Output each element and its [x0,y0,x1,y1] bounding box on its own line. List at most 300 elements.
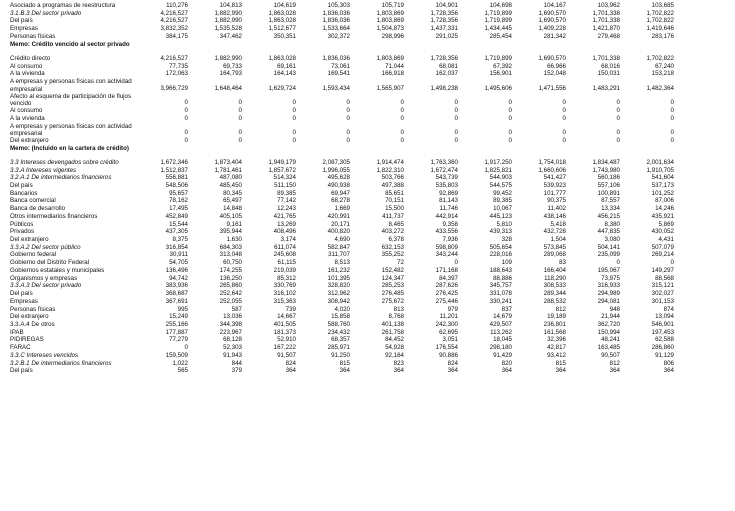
table-cell: 1,781,461 [214,166,242,174]
table-cell: 176,554 [435,344,458,352]
table-cell: 1,857,672 [268,166,296,174]
table-cell: 228,016 [489,251,512,259]
table-row [0,205,735,213]
table-cell: 401,505 [273,320,296,328]
table-cell: 285,971 [327,344,350,352]
table-cell: 15,544 [169,220,188,228]
table-cell: 101,252 [651,189,674,197]
table-cell: 433,556 [435,228,458,236]
table-cell: 5,869 [658,220,674,228]
table-cell: 487,080 [219,174,242,182]
table-cell: 837 [501,305,512,313]
table-cell: 92,869 [439,189,458,197]
table-cell: 11,201 [439,313,458,321]
table-cell: 1,629,724 [268,84,296,92]
table-cell: 124,347 [381,274,404,282]
table-row [0,275,735,283]
table-cell: 234,432 [327,328,350,336]
table-cell: 21,944 [601,313,620,321]
row-label: Privados [10,228,35,236]
table-cell: 1,630 [226,236,242,244]
table-cell: 91,943 [223,351,242,359]
table-cell: 560,186 [597,174,620,182]
table-row [0,182,735,190]
table-cell: 89,385 [277,189,296,197]
table-cell: 874 [663,305,674,313]
table-cell: 101,777 [543,189,566,197]
table-cell: 3,051 [442,336,458,344]
table-cell: 235,099 [597,251,620,259]
table-cell: 150,994 [597,328,620,336]
table-cell: 1,743,980 [592,166,620,174]
table-cell: 1,836,036 [322,54,350,62]
row-label: Gobierno del Distrito Federal [10,259,90,267]
table-cell: 331,078 [489,290,512,298]
table-cell: 72 [397,259,404,267]
table-cell: 18,045 [493,336,512,344]
table-cell: 289,344 [543,290,566,298]
table-cell: 7,936 [442,236,458,244]
table-cell: 0 [238,136,242,144]
row-label: 3.3.C Intereses vencidos [10,351,79,359]
table-row [0,137,735,145]
table-cell: 573,845 [543,243,566,251]
table-cell: 13,269 [277,220,296,228]
table-cell: 316,854 [165,243,188,251]
row-label: FARAC [10,344,31,352]
row-label: A empresas y personas físicas con actividad empresarial [10,78,132,93]
table-cell: 15,249 [169,313,188,321]
table-cell: 1,512,837 [160,166,188,174]
table-cell: 10,067 [493,205,512,213]
table-cell: 1,882,990 [214,17,242,25]
table-cell: 383,936 [165,282,188,290]
table-cell: 13,036 [223,313,242,321]
table-cell: 91,507 [277,351,296,359]
table-cell: 11,746 [439,205,458,213]
row-label: Gobiernos estatales y municipales [10,266,105,274]
table-row [0,282,735,290]
table-cell: 90,507 [601,351,620,359]
table-cell: 5,810 [496,220,512,228]
row-label: 3.2.A.1 De intermediarios financieros [10,174,112,182]
table-cell: 14,679 [493,313,512,321]
table-cell: 0 [454,259,458,267]
table-cell: 69,733 [223,62,242,70]
table-cell: 0 [562,99,566,107]
table-cell: 2,087,305 [322,158,350,166]
table-cell: 149,297 [651,266,674,274]
table-cell: 313,048 [219,251,242,259]
table-cell: 1,803,869 [376,9,404,17]
table-cell: 291,025 [435,32,458,40]
table-cell: 1,471,556 [538,84,566,92]
table-cell: 411,737 [382,212,404,220]
table-cell: 430,052 [651,228,674,236]
row-label: Asociado a programas de reestructura [10,2,116,9]
table-cell: 1,690,570 [538,54,566,62]
table-cell: 0 [616,259,620,267]
table-cell: 535,803 [435,182,458,190]
row-label: 3.3.A Intereses vigentes [10,166,77,174]
table-row [0,78,735,92]
row-label: Memo: Crédito vencido al sector privado [10,40,130,48]
table-cell: 90,886 [439,351,458,359]
table-cell: 54,928 [385,344,404,352]
table-cell: 0 [346,99,350,107]
table-row [0,213,735,221]
table-cell: 0 [508,99,512,107]
table-row [0,190,735,198]
table-cell: 261,758 [381,328,404,336]
table-cell: 442,914 [435,212,458,220]
table-cell: 364 [609,367,620,375]
table-cell: 83 [559,259,566,267]
table-cell: 3,832,352 [160,25,188,33]
table-cell: 1,863,028 [268,9,296,17]
table-cell: 285,253 [381,282,404,290]
table-cell: 0 [616,106,620,114]
table-cell: 544,575 [489,182,512,190]
row-label: 3.3.A.3 Del sector privado [10,282,82,290]
table-cell: 0 [670,259,674,267]
table-cell: 88,568 [655,274,674,282]
table-row [0,55,735,63]
table-cell: 66,966 [547,62,566,70]
table-cell: 252,642 [219,290,242,298]
table-cell: 3,966,729 [160,84,188,92]
table-cell: 948 [609,305,620,313]
table-row [0,352,735,360]
table-cell: 587 [231,305,242,313]
table-cell: 0 [238,106,242,114]
table-cell: 1,996,055 [322,166,350,174]
table-cell: 421,765 [273,212,296,220]
table-cell: 364 [285,367,296,375]
table-cell: 539,923 [543,182,566,190]
table-cell: 511,150 [274,182,296,190]
row-label: 3.1.B.3 Del sector privado [10,9,82,17]
table-cell: 285,454 [489,32,512,40]
table-row [0,41,735,55]
table-cell: 3,080 [604,236,620,244]
table-cell: 1,719,899 [484,9,512,17]
table-cell: 0 [508,136,512,144]
table-cell: 9,161 [226,220,242,228]
table-cell: 0 [346,129,350,137]
row-label: Del país [10,182,33,190]
table-cell: 301,153 [651,297,674,305]
table-cell: 62,695 [439,328,458,336]
table-cell: 350,351 [273,32,296,40]
table-cell: 275,672 [381,297,404,305]
table-cell: 824 [285,359,296,367]
table-cell: 490,938 [327,182,350,190]
table-cell: 328,820 [327,282,350,290]
row-label: Del país [10,367,33,375]
row-label: Del extranjero [10,236,49,244]
table-cell: 0 [670,99,674,107]
table-cell: 288,532 [543,297,566,305]
table-cell: 1,482,364 [646,84,674,92]
table-cell: 1,914,474 [376,158,404,166]
table-cell: 20,171 [331,220,350,228]
table-cell: 0 [454,129,458,137]
table-cell: 103,685 [651,2,674,9]
table-cell: 281,342 [543,32,566,40]
table-cell: 159,509 [165,351,188,359]
table-cell: 15,500 [385,205,404,213]
table-cell: 0 [616,99,620,107]
row-label: Del extranjero [10,313,49,321]
table-cell: 78,162 [169,197,188,205]
table-cell: 1,719,899 [484,54,512,62]
table-cell: 1,836,036 [322,9,350,17]
row-label: Al consumo [10,106,43,114]
table-cell: 104,698 [489,2,512,9]
table-cell: 8,513 [334,259,350,267]
table-cell: 311,707 [328,251,350,259]
table-cell: 1,882,990 [214,9,242,17]
table-cell: 1,763,360 [430,158,458,166]
table-cell: 8,380 [604,220,620,228]
table-cell: 344,398 [219,320,242,328]
table-cell: 89,385 [493,197,512,205]
table-cell: 9,358 [442,220,458,228]
table-cell: 1,535,528 [214,25,242,33]
table-row [0,221,735,229]
table-cell: 330,241 [489,297,512,305]
table-cell: 14,667 [277,313,296,321]
table-cell: 14,848 [223,205,242,213]
table-cell: 820 [501,359,512,367]
table-cell: 503,766 [381,174,404,182]
table-cell: 632,153 [381,243,404,251]
table-cell: 1,754,018 [538,158,566,166]
table-cell: 312,962 [327,290,350,298]
table-row [0,144,735,158]
table-cell: 286,860 [651,344,674,352]
table-cell: 77,735 [169,62,188,70]
table-cell: 0 [454,99,458,107]
table-cell: 485,450 [219,182,242,190]
table-cell: 269,214 [651,251,674,259]
table-cell: 1,873,404 [214,158,242,166]
table-cell: 195,067 [597,266,620,274]
table-cell: 1,022 [172,359,188,367]
table-cell: 104,901 [435,2,458,9]
table-cell: 1,672,346 [160,158,188,166]
table-row [0,2,735,10]
table-cell: 287,626 [435,282,458,290]
table-cell: 0 [346,106,350,114]
table-cell: 6,378 [388,236,404,244]
row-label: Del país [10,17,33,25]
table-cell: 73,061 [331,62,350,70]
table-cell: 447,835 [597,228,620,236]
table-cell: 172,063 [165,70,188,78]
table-cell: 0 [400,129,404,137]
table-cell: 0 [454,114,458,122]
table-cell: 94,742 [169,274,188,282]
table-cell: 5,418 [550,220,566,228]
table-cell: 1,822,310 [376,166,404,174]
table-cell: 104,167 [543,2,566,9]
table-cell: 92,164 [385,351,404,359]
table-row [0,336,735,344]
table-cell: 0 [184,114,188,122]
table-cell: 275,446 [435,297,458,305]
row-label: A empresas y personas físicas con actividad empresarial [10,122,132,137]
row-label: Personas físicas [10,305,56,313]
table-cell: 169,541 [327,70,350,78]
table-cell: 71,044 [385,62,404,70]
table-cell: 289,068 [543,251,566,259]
table-cell: 364 [663,367,674,375]
table-cell: 109 [501,259,512,267]
table-cell: 177,887 [165,328,188,336]
table-cell: 979 [447,305,458,313]
table-row [0,93,735,107]
table-cell: 32,396 [547,336,566,344]
table-cell: 557,106 [597,182,620,190]
table-cell: 0 [616,129,620,137]
table-cell: 1,660,606 [538,166,566,174]
table-row [0,313,735,321]
table-row [0,25,735,33]
table-cell: 62,588 [655,336,674,344]
row-label: Públicos [10,220,34,228]
table-row [0,298,735,306]
row-label: Del país [10,290,33,298]
table-cell: 52,303 [223,344,242,352]
row-label: Crédito directo [10,54,51,62]
table-cell: 88,886 [493,274,512,282]
table-cell: 136,496 [165,266,188,274]
table-cell: 84,397 [439,274,458,282]
table-cell: 0 [454,106,458,114]
table-cell: 611,074 [274,243,296,251]
table-cell: 69,161 [277,62,296,70]
table-row [0,33,735,41]
table-cell: 13,094 [655,313,674,321]
table-cell: 298,996 [381,32,404,40]
table-cell: 103,962 [597,2,620,9]
table-cell: 90,375 [547,197,566,205]
table-cell: 166,918 [381,70,404,78]
table-cell: 495,628 [327,174,350,182]
table-cell: 420,991 [327,212,350,220]
table-cell: 4,216,527 [160,17,188,25]
table-cell: 105,303 [327,2,350,9]
table-cell: 0 [670,106,674,114]
table-cell: 556,881 [165,174,188,182]
table-cell: 188,643 [489,266,512,274]
table-cell: 364 [447,367,458,375]
table-cell: 1,533,664 [322,25,350,33]
table-cell: 0 [562,106,566,114]
table-cell: 283,176 [651,32,674,40]
table-cell: 164,793 [219,70,242,78]
table-cell: 223,967 [219,328,242,336]
table-cell: 93,412 [547,351,566,359]
table-cell: 0 [508,106,512,114]
table-row [0,259,735,267]
table-cell: 0 [400,136,404,144]
table-cell: 1,669 [334,205,350,213]
table-cell: 1,672,474 [430,166,458,174]
table-cell: 153,218 [651,70,674,78]
table-cell: 0 [508,129,512,137]
table-cell: 308,942 [327,297,350,305]
table-row [0,251,735,259]
row-label: Bancarios [10,189,38,197]
table-cell: 541,604 [651,174,674,182]
table-cell: 161,568 [543,328,566,336]
table-cell: 328 [501,236,512,244]
table-cell: 0 [238,99,242,107]
table-cell: 4,431 [658,236,674,244]
table-cell: 255,166 [165,320,188,328]
table-cell: 543,739 [435,174,458,182]
table-cell: 0 [670,129,674,137]
table-cell: 403,272 [381,228,404,236]
table-cell: 812 [609,359,620,367]
table-cell: 68,357 [331,336,350,344]
table-cell: 1,702,822 [646,17,674,25]
table-cell: 429,507 [489,320,512,328]
table-cell: 167,222 [273,344,296,352]
table-row [0,267,735,275]
table-cell: 163,485 [597,344,620,352]
table-cell: 367,691 [165,297,188,305]
row-label: Banca de desarrollo [10,205,66,213]
table-cell: 537,173 [651,182,674,190]
table-cell: 104,619 [273,2,296,9]
table-cell: 42,817 [547,344,566,352]
table-cell: 164,143 [273,70,296,78]
table-cell: 279,468 [597,32,620,40]
table-cell: 0 [292,136,296,144]
table-cell: 81,143 [439,197,458,205]
table-cell: 294,989 [597,290,620,298]
table-row [0,159,735,167]
table-cell: 65,497 [223,197,242,205]
table-row [0,360,735,368]
table-cell: 364 [393,367,404,375]
table-cell: 0 [184,344,188,352]
table-cell: 61,115 [277,259,296,267]
table-cell: 400,820 [327,228,350,236]
table-cell: 161,232 [327,266,350,274]
table-cell: 438,146 [543,212,566,220]
table-cell: 17,495 [169,205,188,213]
table-cell: 104,813 [219,2,242,9]
table-cell: 1,836,036 [322,17,350,25]
table-cell: 316,933 [597,282,620,290]
table-cell: 0 [616,136,620,144]
table-cell: 294,081 [597,297,620,305]
table-cell: 437,305 [165,228,188,236]
table-cell: 60,750 [223,259,242,267]
table-cell: 1,421,870 [592,25,620,33]
table-cell: 452,849 [165,212,188,220]
table-cell: 0 [562,129,566,137]
table-cell: 54,705 [169,259,188,267]
table-cell: 4,690 [334,236,350,244]
table-cell: 1,419,646 [646,25,674,33]
table-cell: 84,452 [385,336,404,344]
